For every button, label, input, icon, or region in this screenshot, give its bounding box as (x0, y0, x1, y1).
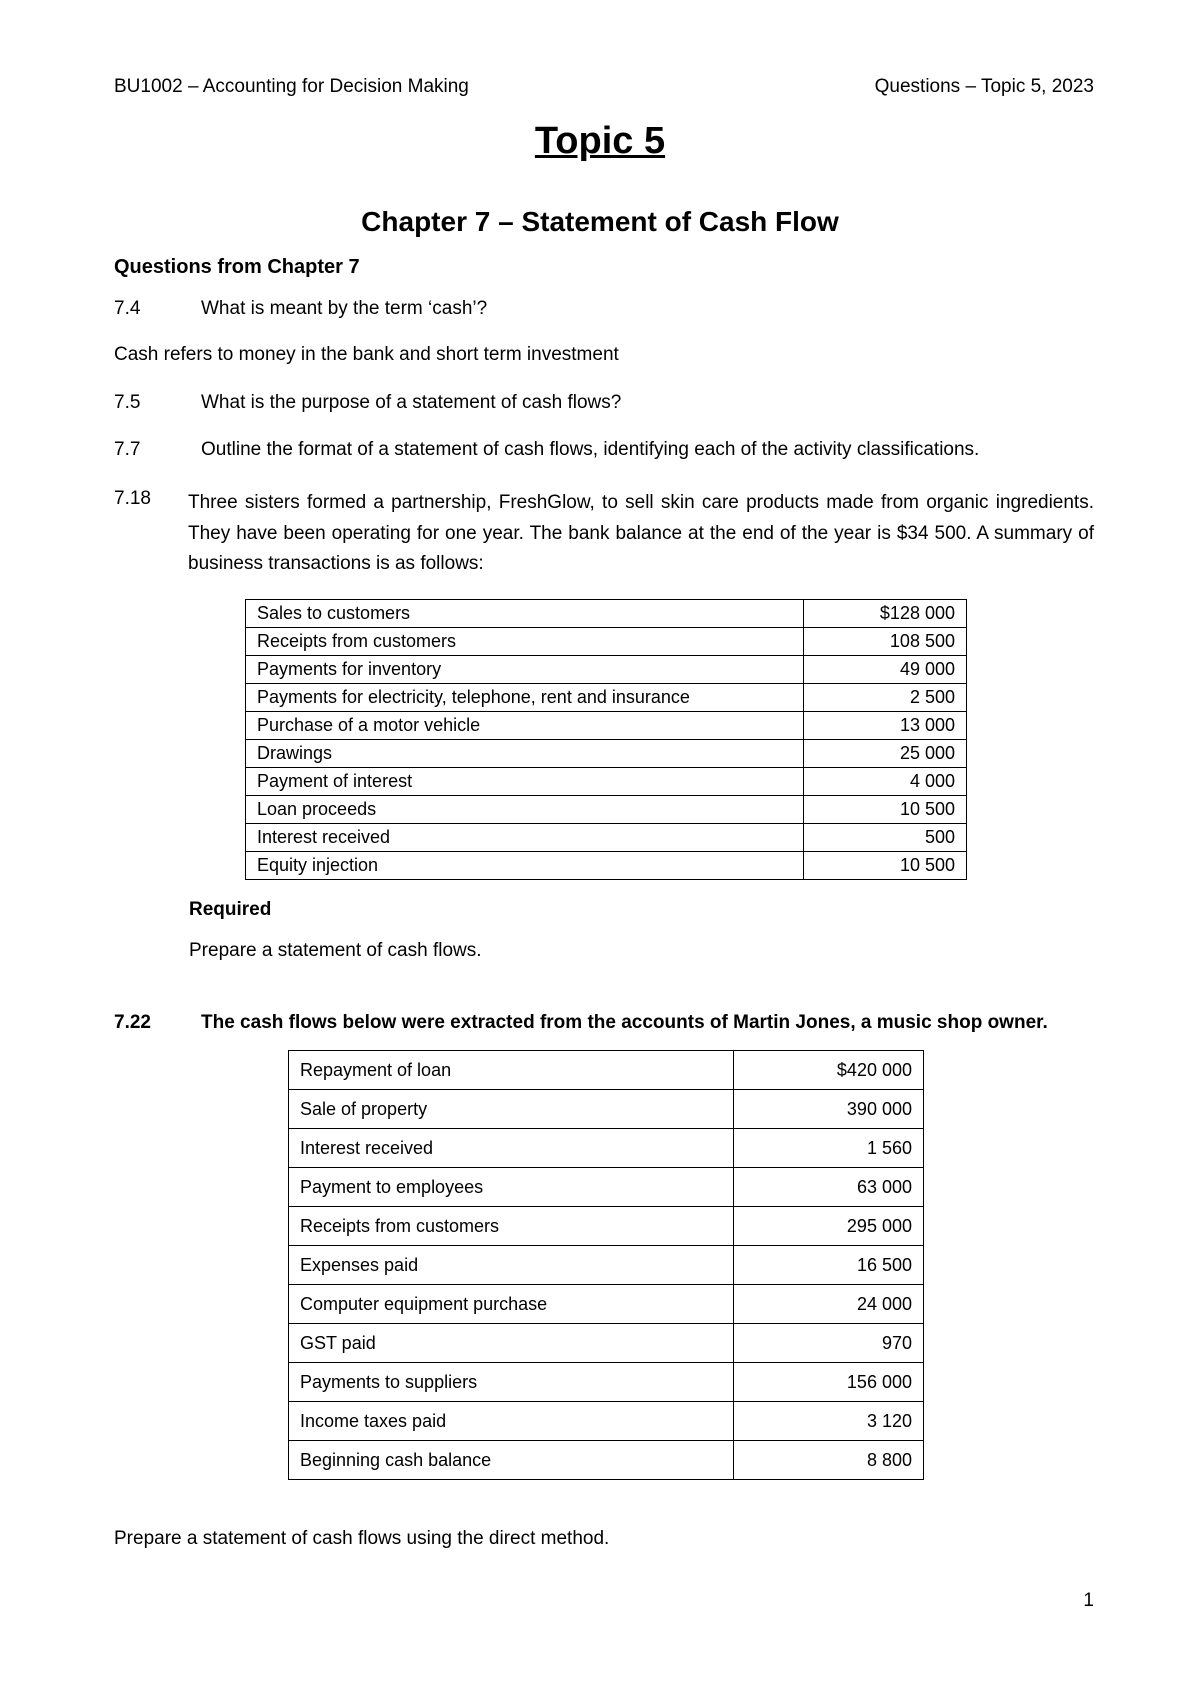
table-row (246, 628, 967, 656)
answer-7-4: Cash refers to money in the bank and short term investment (114, 344, 619, 365)
table-row (289, 1207, 924, 1246)
instruction-7-18: Prepare a statement of cash flows. (189, 940, 482, 961)
table-row (246, 600, 967, 628)
row-label: Income taxes paid (289, 1402, 734, 1441)
question-text: The cash flows below were extracted from the accounts of Martin Jones, a music shop owner. (201, 1012, 1048, 1033)
row-amount: 8 800 (734, 1441, 924, 1480)
table-row (289, 1402, 924, 1441)
table-row (246, 712, 967, 740)
table-row (246, 796, 967, 824)
row-label: Drawings (246, 740, 804, 768)
table-row (246, 824, 967, 852)
table-row (289, 1090, 924, 1129)
row-label: Interest received (246, 824, 804, 852)
question-number: 7.5 (114, 392, 141, 413)
required-heading: Required (189, 899, 272, 920)
row-label: Payments for inventory (246, 656, 804, 684)
question-text: What is meant by the term ‘cash’? (201, 298, 488, 319)
row-label: GST paid (289, 1324, 734, 1363)
question-number: 7.4 (114, 298, 141, 319)
row-label: Repayment of loan (289, 1051, 734, 1090)
table-row (289, 1246, 924, 1285)
question-number: 7.18 (114, 488, 151, 509)
instruction-7-22: Prepare a statement of cash flows using the direct method. (114, 1528, 610, 1549)
row-label: Receipts from customers (246, 628, 804, 656)
row-amount: 63 000 (734, 1168, 924, 1207)
table-row (289, 1129, 924, 1168)
table-row (289, 1324, 924, 1363)
row-amount: 16 500 (734, 1246, 924, 1285)
question-text: Outline the format of a statement of cash flows, identifying each of the activity classifications. (201, 439, 980, 460)
row-amount: 295 000 (734, 1207, 924, 1246)
row-label: Purchase of a motor vehicle (246, 712, 804, 740)
row-label: Interest received (289, 1129, 734, 1168)
question-number: 7.7 (114, 439, 141, 460)
row-label: Payment of interest (246, 768, 804, 796)
row-amount: 13 000 (804, 712, 967, 740)
row-amount: 10 500 (804, 796, 967, 824)
table-row (246, 656, 967, 684)
table-row (289, 1168, 924, 1207)
row-label: Payment to employees (289, 1168, 734, 1207)
table-row (289, 1363, 924, 1402)
row-label: Sale of property (289, 1090, 734, 1129)
page-title: Topic 5 (534, 120, 666, 162)
row-amount: 1 560 (734, 1129, 924, 1168)
row-amount: $128 000 (804, 600, 967, 628)
row-amount: 4 000 (804, 768, 967, 796)
row-label: Receipts from customers (289, 1207, 734, 1246)
question-text: What is the purpose of a statement of cash flows? (201, 392, 622, 413)
row-amount: 3 120 (734, 1402, 924, 1441)
page-number: 1 (1083, 1590, 1094, 1611)
row-amount: 108 500 (804, 628, 967, 656)
table-row (289, 1051, 924, 1090)
questions-heading: Questions from Chapter 7 (114, 256, 360, 278)
row-amount: 156 000 (734, 1363, 924, 1402)
row-amount: 10 500 (804, 852, 967, 880)
row-label: Sales to customers (246, 600, 804, 628)
row-label: Payments to suppliers (289, 1363, 734, 1402)
row-amount: 24 000 (734, 1285, 924, 1324)
table-row (246, 740, 967, 768)
row-label: Beginning cash balance (289, 1441, 734, 1480)
cash-flows-table-7-22 (288, 1050, 924, 1480)
row-label: Loan proceeds (246, 796, 804, 824)
row-amount: 2 500 (804, 684, 967, 712)
row-amount: $420 000 (734, 1051, 924, 1090)
row-amount: 390 000 (734, 1090, 924, 1129)
row-amount: 49 000 (804, 656, 967, 684)
row-label: Expenses paid (289, 1246, 734, 1285)
transactions-table-7-18 (245, 599, 967, 880)
row-label: Computer equipment purchase (289, 1285, 734, 1324)
row-amount: 25 000 (804, 740, 967, 768)
table-row (289, 1441, 924, 1480)
row-amount: 500 (804, 824, 967, 852)
row-amount: 970 (734, 1324, 924, 1363)
chapter-subtitle: Chapter 7 – Statement of Cash Flow (361, 206, 839, 237)
question-number: 7.22 (114, 1012, 151, 1033)
header-topic-label: Questions – Topic 5, 2023 (874, 76, 1094, 97)
question-text: Three sisters formed a partnership, FreshGlow, to sell skin care products made from organic ingredients. They have been operating for one year. The bank balance at the end of the year is $34 500. A summary of business transactions is as follows: (188, 492, 1094, 574)
row-label: Payments for electricity, telephone, rent and insurance (246, 684, 804, 712)
table-row (246, 852, 967, 880)
table-row (246, 684, 967, 712)
table-row (289, 1285, 924, 1324)
table-row (246, 768, 967, 796)
row-label: Equity injection (246, 852, 804, 880)
header-course-title: BU1002 – Accounting for Decision Making (114, 76, 469, 97)
